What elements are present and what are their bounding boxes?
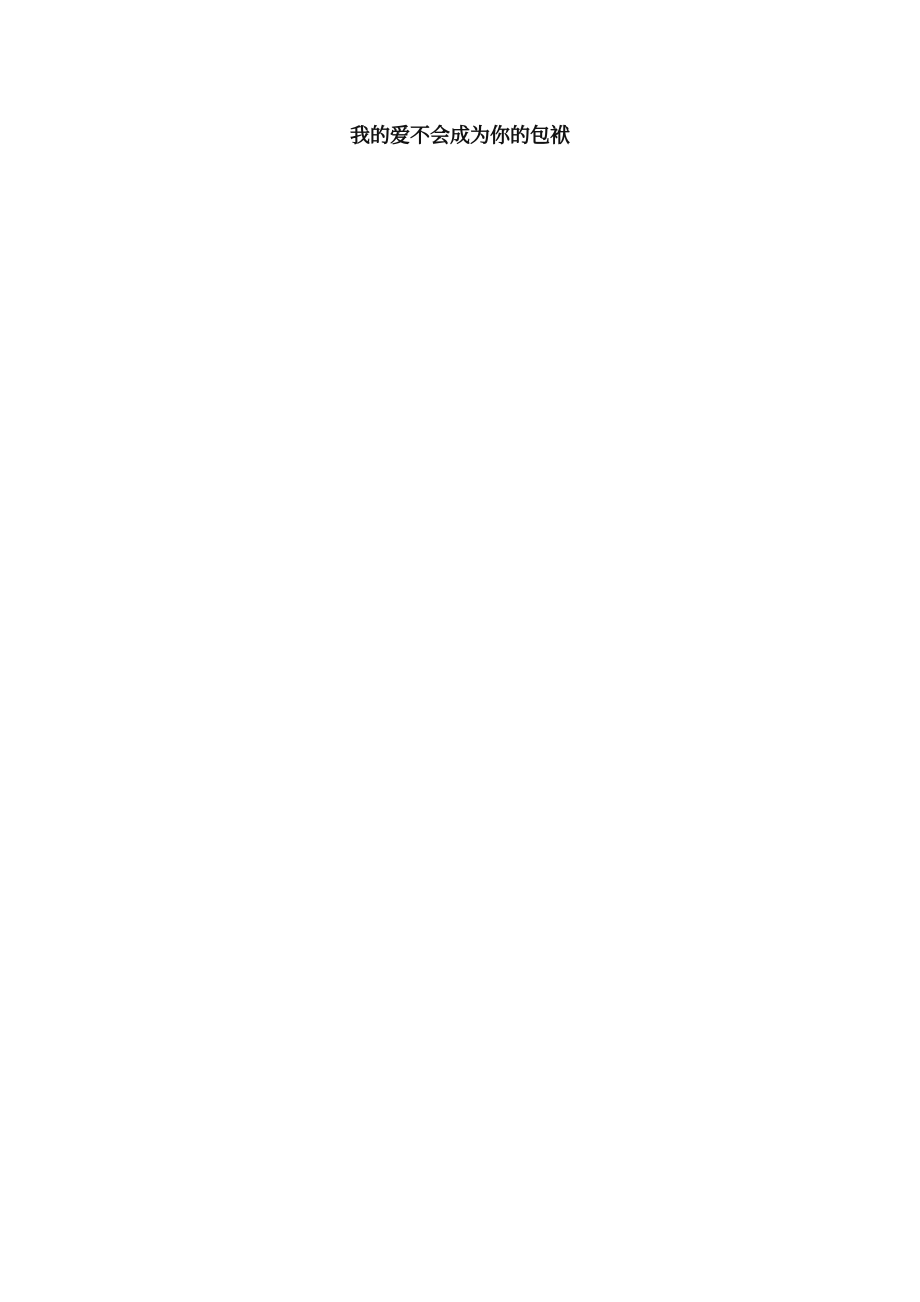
paragraph-spacer <box>139 162 781 197</box>
document-title: 我的爱不会成为你的包袱 <box>350 123 570 147</box>
paragraph-spacer <box>139 231 781 266</box>
paragraph-spacer <box>139 266 781 301</box>
document-body <box>139 162 781 300</box>
paragraph-spacer <box>139 197 781 232</box>
